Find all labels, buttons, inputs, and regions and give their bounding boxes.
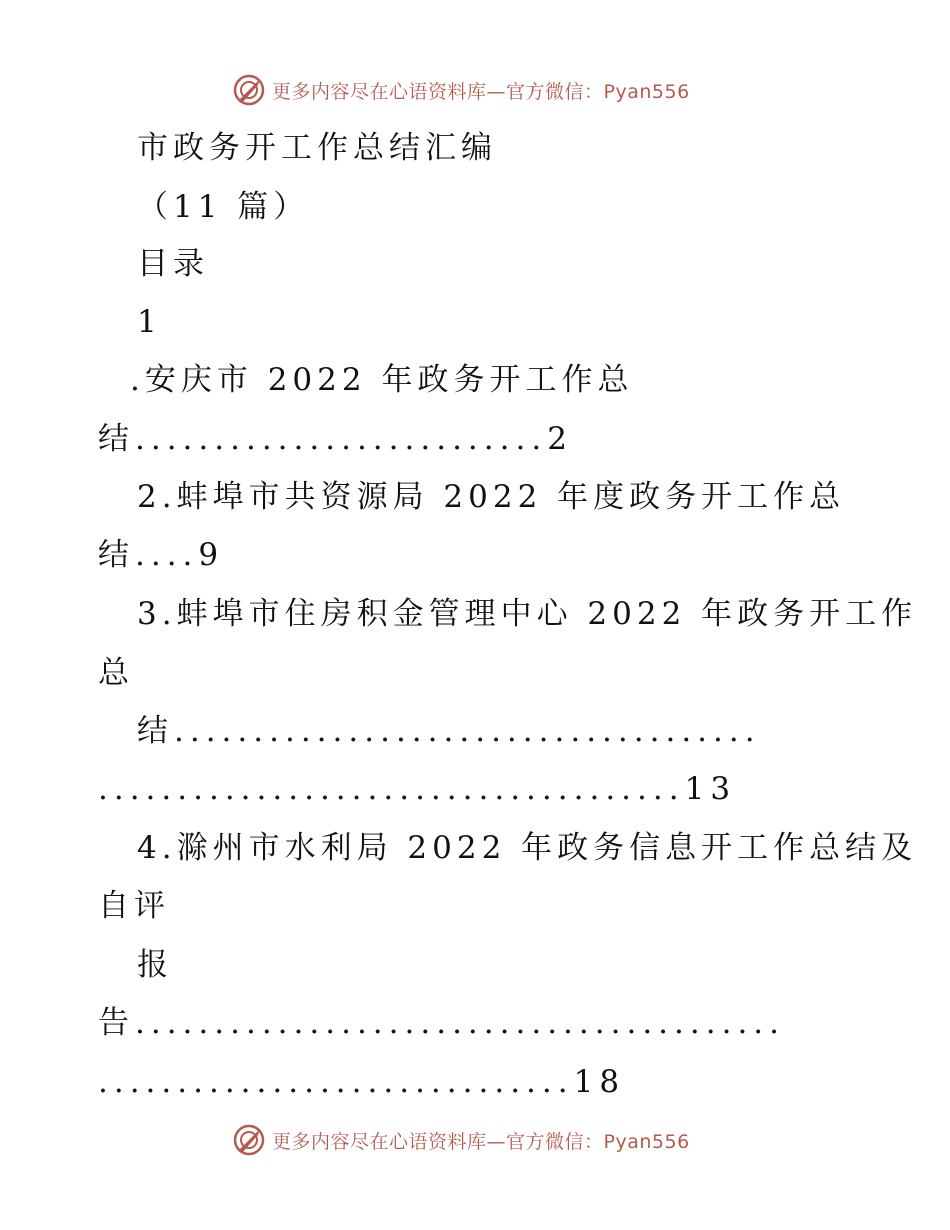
toc-line: 总 [98, 655, 134, 691]
watermark-text: 更多内容尽在心语资料库—官方微信：Pyan556 [272, 1130, 690, 1153]
toc-line: .安庆市 2022 年政务开工作总 [130, 362, 634, 398]
toc-line: 结....9 [98, 537, 225, 573]
toc-line: 报 [137, 947, 173, 983]
toc-line: 告......................................... [98, 1005, 786, 1041]
toc-line: 2.蚌埠市共资源局 2022 年度政务开工作总 [137, 479, 846, 515]
document-subtitle: （11 篇） [137, 189, 310, 225]
document-title: 市政务开工作总结汇编 [137, 130, 497, 166]
toc-line: 1 [137, 304, 162, 340]
toc-line: 结..................................... [137, 713, 761, 749]
watermark-banner-bottom [232, 1120, 690, 1160]
pen-logo-icon [232, 73, 266, 107]
watermark-banner-top [232, 70, 690, 110]
toc-line: ..............................18 [98, 1064, 626, 1100]
toc-line: 自评 [98, 888, 170, 924]
toc-line: .....................................13 [98, 771, 737, 807]
toc-line: 结..........................2 [98, 421, 573, 457]
toc-heading: 目录 [137, 246, 209, 282]
toc-line: 4.滁州市水利局 2022 年政务信息开工作总结及 [137, 830, 918, 866]
toc-line: 3.蚌埠市住房积金管理中心 2022 年政务开工作 [137, 596, 918, 632]
pen-logo-icon [232, 1123, 266, 1157]
watermark-text: 更多内容尽在心语资料库—官方微信：Pyan556 [272, 80, 690, 103]
